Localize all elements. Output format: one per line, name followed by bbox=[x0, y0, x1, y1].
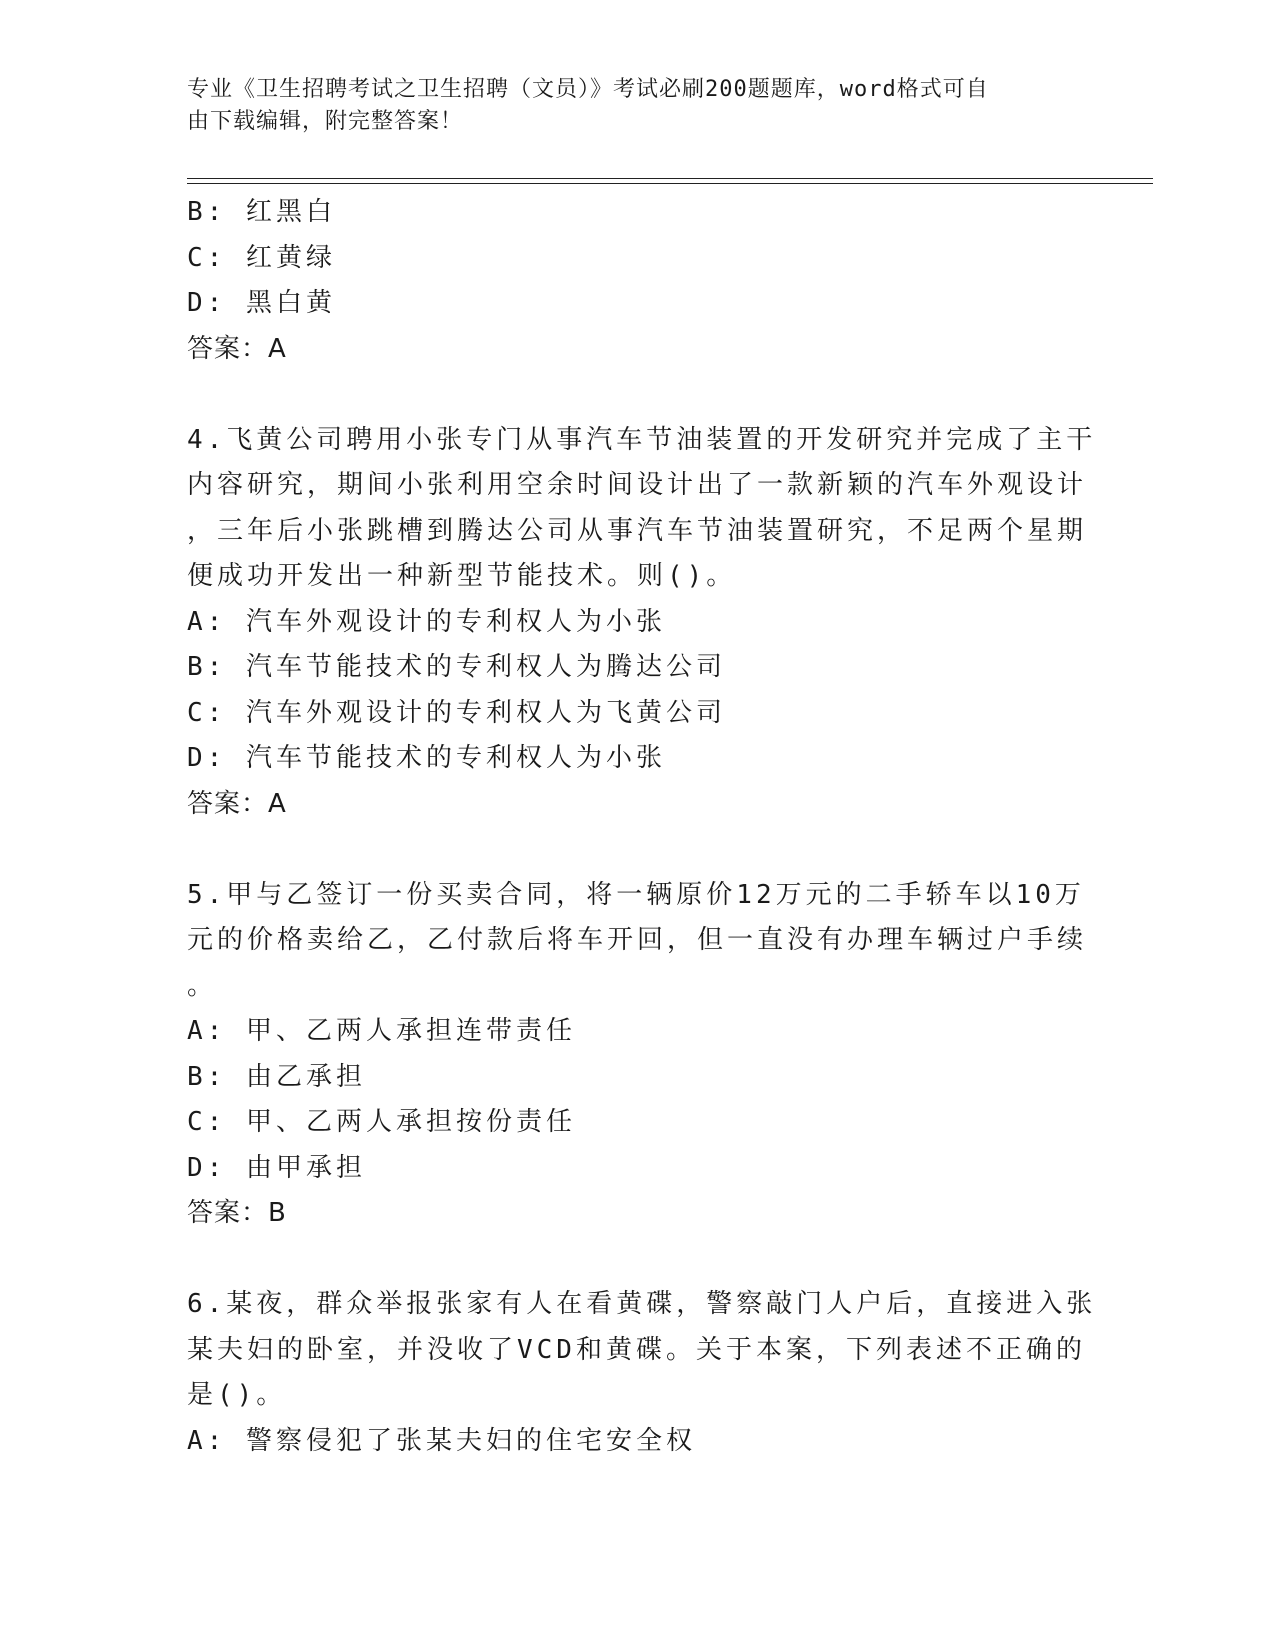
option-a: A: 汽车外观设计的专利权人为小张 bbox=[187, 606, 666, 637]
option-c: C: 甲、乙两人承担按份责任 bbox=[187, 1107, 576, 1137]
header-divider-bottom bbox=[187, 183, 1153, 184]
spacer bbox=[187, 827, 1067, 873]
header-divider-top bbox=[187, 178, 1153, 179]
question-stem-line: 是()。 bbox=[187, 1380, 287, 1410]
answer: 答案：B bbox=[187, 1198, 287, 1228]
question-stem-line: 4.飞黄公司聘用小张专门从事汽车节油装置的开发研究并完成了主干 bbox=[187, 424, 1097, 455]
question-5 bbox=[187, 873, 1088, 1237]
spacer bbox=[187, 372, 1067, 418]
question-stem-line: 某夫妇的卧室，并没收了VCD和黄碟。关于本案，下列表述不正确的 bbox=[187, 1334, 1086, 1365]
question-4 bbox=[187, 418, 1097, 828]
option-d: D: 由甲承担 bbox=[187, 1152, 366, 1183]
answer: 答案：A bbox=[187, 333, 287, 364]
question-stem-line: ，三年后小张跳槽到腾达公司从事汽车节油装置研究，不足两个星期 bbox=[187, 515, 1088, 546]
answer: 答案：A bbox=[187, 788, 287, 819]
option-c: C: 汽车外观设计的专利权人为飞黄公司 bbox=[187, 697, 726, 728]
header-line-1: 专业《卫生招聘考试之卫生招聘（文员）》考试必刷200题题库，word格式可自 bbox=[187, 77, 989, 102]
option-d: D: 汽车节能技术的专利权人为小张 bbox=[187, 743, 666, 773]
option-a: A: 甲、乙两人承担连带责任 bbox=[187, 1016, 576, 1046]
question-stem-line: 元的价格卖给乙，乙付款后将车开回，但一直没有办理车辆过户手续 bbox=[187, 925, 1088, 955]
question-stem-line: 便成功开发出一种新型节能技术。则()。 bbox=[187, 561, 737, 591]
question-stem-line: 6.某夜，群众举报张家有人在看黄碟，警察敲门人户后，直接进入张 bbox=[187, 1289, 1097, 1319]
option-c: C: 红黄绿 bbox=[187, 242, 336, 273]
option-d: D: 黑白黄 bbox=[187, 288, 336, 318]
question-6 bbox=[187, 1282, 1097, 1464]
option-b: B: 汽车节能技术的专利权人为腾达公司 bbox=[187, 652, 726, 682]
question-list bbox=[187, 190, 1097, 1464]
spacer bbox=[187, 1237, 1067, 1283]
question-3 bbox=[187, 190, 1067, 372]
option-b: B: 红黑白 bbox=[187, 197, 336, 227]
header-line-2: 由下载编辑，附完整答案！ bbox=[187, 109, 464, 134]
option-a: A: 警察侵犯了张某夫妇的住宅安全权 bbox=[187, 1425, 696, 1456]
question-stem-line: 5.甲与乙签订一份买卖合同，将一辆原价12万元的二手轿车以10万 bbox=[187, 879, 1085, 910]
document-header bbox=[187, 74, 1067, 138]
option-b: B: 由乙承担 bbox=[187, 1061, 366, 1092]
question-stem-line: 。 bbox=[187, 970, 218, 1001]
question-stem-line: 内容研究，期间小张利用空余时间设计出了一款新颖的汽车外观设计 bbox=[187, 470, 1088, 500]
